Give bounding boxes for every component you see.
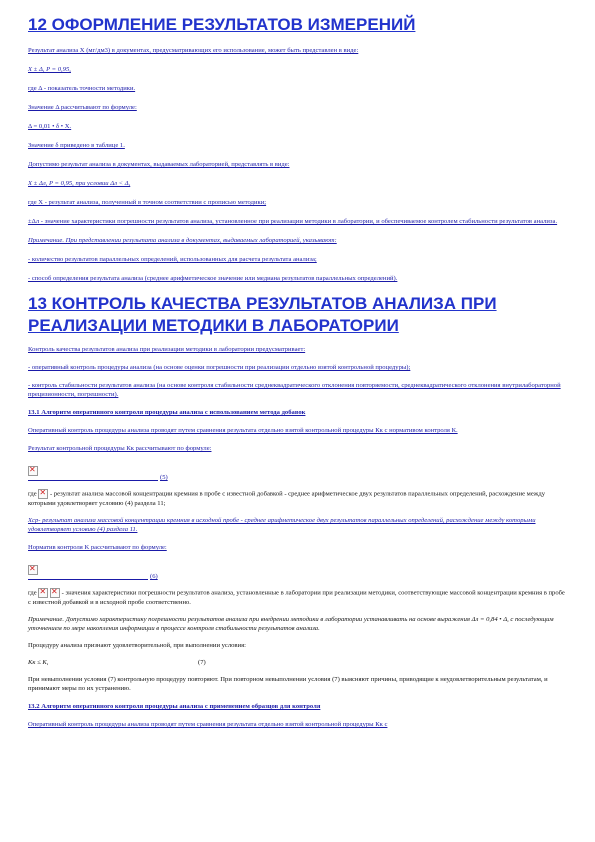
s12-p5[interactable]: Δ = 0,01 • δ • X. — [28, 123, 72, 130]
section-12-heading[interactable]: 12 ОФОРМЛЕНИЕ РЕЗУЛЬТАТОВ ИЗМЕРЕНИЙ — [28, 15, 416, 34]
s12-p1[interactable]: Результат анализа X (мг/дм3) в документах, предусматривающих его использование, может быть представлен в виде: — [28, 47, 359, 54]
broken-image-icon — [28, 466, 38, 476]
formula-6-number: (6) — [150, 573, 158, 580]
s13-p7[interactable]: Xср- результат анализа массовой концентрации кремния в исходной пробе - среднее арифметическое двух результатов параллельных определений, расхождение между которыми удовлетворяет условию (4) раздела 11. — [28, 517, 536, 533]
formula-7-expression: Кк ≤ К, — [28, 659, 49, 666]
s12-p8[interactable]: X ± Δл, P = 0,95, при условии Δл < Δ, — [28, 180, 131, 187]
s13-subheading-2[interactable]: 13.2 Алгоритм оперативного контроля процедуры анализа с применением образцов для контроля — [28, 703, 321, 710]
s13-p9 — [28, 588, 567, 607]
s13-p3[interactable]: - контроль стабильности результатов анализа (на основе контроля стабильности среднеквадратического отклонения повторяемости, среднеквадратического отклонения внутрилабораторной прецизионности, погрешности). — [28, 382, 561, 398]
s13-p6-lead: где — [28, 490, 37, 498]
formula-6 — [28, 561, 567, 580]
s12-note[interactable]: Примечание. При представлении результата анализа в документах, выдаваемых лабораторией, указывают: — [28, 237, 337, 244]
s13-p9-text: - значения характеристики погрешности результатов анализа, установленные в лаборатории при реализации методики, соответствующие массовой концентрации кремния в пробе с известной добавкой и в исходной пробе соответственно. — [28, 589, 565, 606]
formula-7 — [28, 658, 567, 667]
s12-p9[interactable]: где X - результат анализа, полученный в точном соответствии с прописью методики; — [28, 199, 267, 206]
formula-7-number: (7) — [198, 659, 206, 666]
s13-p1[interactable]: Контроль качества результатов анализа при реализации методики в лаборатории предусматривает: — [28, 346, 306, 353]
s13-p6-text: - результат анализа массовой концентрации кремния в пробе с известной добавкой - среднее арифметическое двух результатов параллельных определений, расхождение между которыми удовлетворяет условию (4) раздела 11; — [28, 490, 545, 507]
formula-5-underline — [28, 462, 158, 481]
s13-p2[interactable]: - оперативный контроль процедуры анализа (на основе оценки погрешности при реализации отдельно взятой контрольной процедуры); — [28, 364, 411, 371]
broken-image-icon — [38, 588, 48, 598]
s13-p6 — [28, 489, 567, 508]
s13-p8[interactable]: Норматив контроля K рассчитывают по формуле: — [28, 544, 167, 551]
formula-6-underline — [28, 561, 148, 580]
s13-p11: Процедуру анализа признают удовлетворительной, при выполнении условия: — [28, 642, 246, 649]
s13-subheading-1[interactable]: 13.1 Алгоритм оперативного контроля процедуры анализа с использованием метода добавок — [28, 409, 306, 416]
s12-p3[interactable]: где Δ - показатель точности методики. — [28, 85, 136, 92]
broken-image-icon — [50, 588, 60, 598]
s13-p13: При невыполнении условия (7) контрольную процедуру повторяют. При повторном невыполнении условия (7) выясняют причины, приводящие к неудовлетворительным результатам, и принимают меры по их устранению. — [28, 676, 548, 692]
formula-5-number: (5) — [160, 474, 168, 481]
s12-p2[interactable]: X ± Δ, P = 0,95, — [28, 66, 71, 73]
s13-p4[interactable]: Оперативный контроль процедуры анализа проводят путем сравнения результата отдельно взятой контрольной процедуры Кк с нормативом контроля К. — [28, 427, 458, 434]
formula-5 — [28, 462, 567, 481]
s13-note: Примечание. Допустимо характеристику погрешности результатов анализа при внедрении методики в лаборатории устанавливать на основе выражения Δл = 0,84 • Δ, с последующим уточнением по мере накопления информации в процессе контроля стабильности результатов анализа. — [28, 616, 554, 632]
broken-image-icon — [38, 489, 48, 499]
s13-p5[interactable]: Результат контрольной процедуры Кк рассчитывают по формуле: — [28, 445, 212, 452]
s12-p12[interactable]: - количество результатов параллельных определений, использованных для расчета результата анализа; — [28, 256, 317, 263]
s13-p14[interactable]: Оперативный контроль процедуры анализа проводят путем сравнения результата отдельно взятой контрольной процедуры Кк с — [28, 721, 388, 728]
s12-p4[interactable]: Значение Δ рассчитывают по формуле: — [28, 104, 137, 111]
s12-p7[interactable]: Допустимо результат анализа в документах, выдаваемых лабораторией, представлять в виде: — [28, 161, 290, 168]
s12-p10[interactable]: ±Δл - значение характеристики погрешности результатов анализа, установленное при реализации методики в лаборатории, и обеспечиваемое контролем стабильности результатов анализа. — [28, 218, 558, 225]
s12-p13[interactable]: - способ определения результата анализа (среднее арифметическое значение или медиана результатов параллельных определений). — [28, 275, 398, 282]
section-13-heading[interactable]: 13 КОНТРОЛЬ КАЧЕСТВА РЕЗУЛЬТАТОВ АНАЛИЗА ПРИ РЕАЛИЗАЦИИ МЕТОДИКИ В ЛАБОРАТОРИИ — [28, 294, 497, 335]
s13-p9-lead: где — [28, 589, 37, 597]
broken-image-icon — [28, 565, 38, 575]
s12-p6[interactable]: Значение δ приведено в таблице 1. — [28, 142, 125, 149]
